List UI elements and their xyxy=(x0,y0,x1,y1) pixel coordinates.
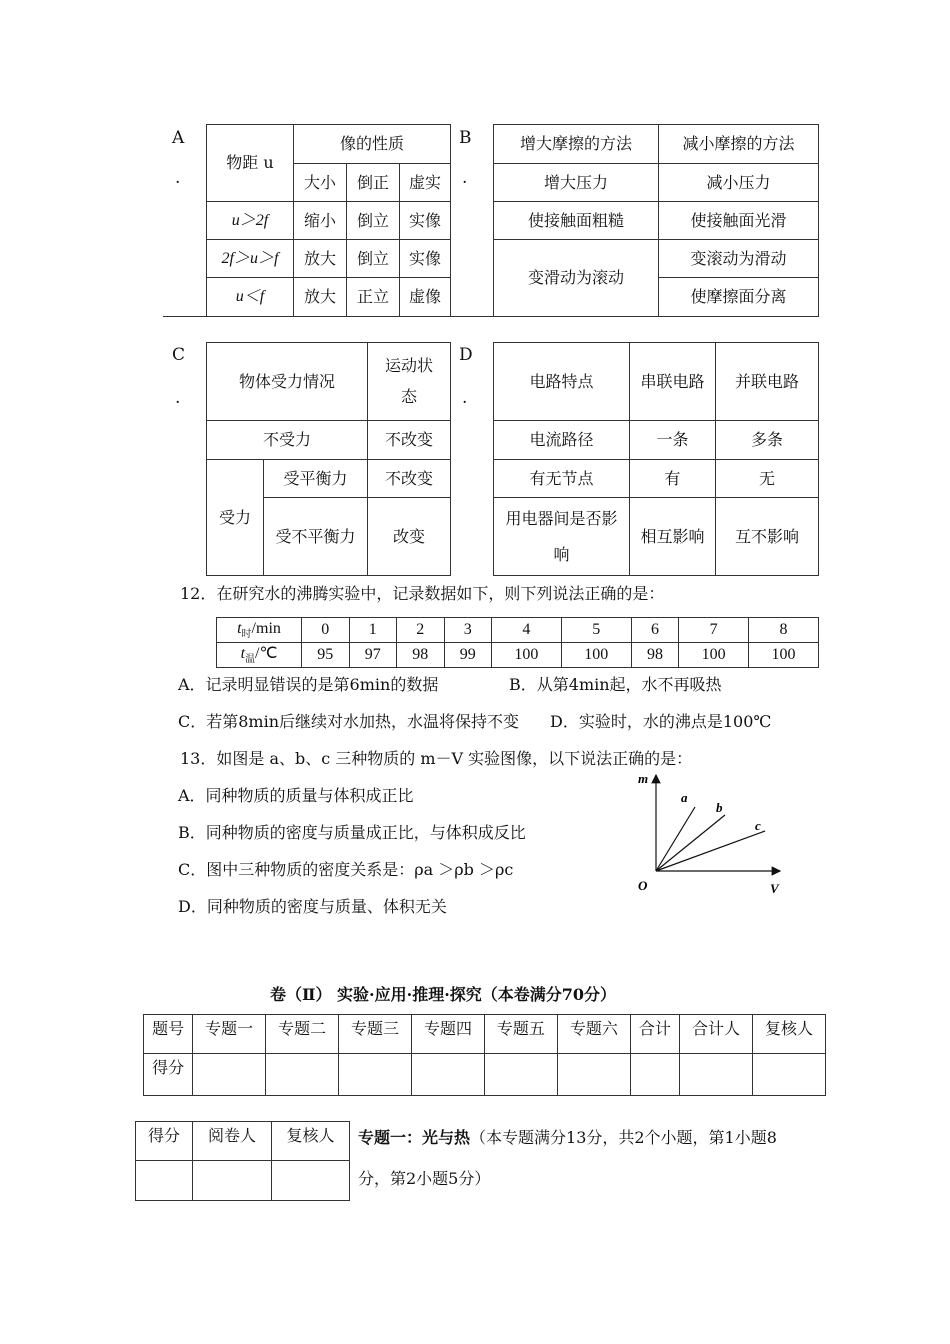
header-decrease-friction: 减小摩擦的方法 xyxy=(659,125,819,164)
q13-option-d: D．同种物质的密度与质量、体积无关 xyxy=(178,897,447,916)
grader-entry-cell[interactable] xyxy=(193,1161,272,1201)
score-summary-table xyxy=(143,1014,826,1096)
time-cell: 7 xyxy=(679,618,749,643)
score-entry-cell[interactable] xyxy=(266,1054,339,1096)
q12-option-b: B．从第4min起，水不再吸热 xyxy=(509,675,722,694)
grader-header-cell: 得分 xyxy=(136,1122,193,1161)
header-object-distance: 物距 u xyxy=(207,125,294,202)
line-b-label: b xyxy=(716,800,723,815)
option-b-letter: B xyxy=(459,128,472,148)
friction-table xyxy=(493,124,819,317)
orientation-cell: 倒立 xyxy=(347,202,400,240)
score-header-cell: 题号 xyxy=(144,1015,193,1054)
increase-cell: 使接触面粗糙 xyxy=(494,202,659,240)
forced-cell: 受力 xyxy=(207,460,264,576)
divider-line xyxy=(163,316,819,317)
grader-box-table xyxy=(135,1121,350,1201)
circuit-table xyxy=(493,342,819,576)
score-header-cell: 专题三 xyxy=(339,1015,412,1054)
grader-header-cell: 阅卷人 xyxy=(193,1122,272,1161)
score-entry-cell[interactable] xyxy=(484,1054,557,1096)
q13-option-c: C．图中三种物质的密度关系是：ρa ＞ρb ＞ρc xyxy=(178,860,514,879)
option-a-letter: A xyxy=(172,128,185,148)
part2-title: 卷（Ⅱ） 实验·应用·推理·探究（本卷满分70分） xyxy=(270,985,617,1004)
q12-option-c: C．若第8min后继续对水加热，水温将保持不变 xyxy=(178,712,520,731)
temp-cell: 100 xyxy=(749,643,819,668)
decrease-cell: 减小压力 xyxy=(659,164,819,202)
orientation-cell: 正立 xyxy=(347,278,400,317)
time-cell: 1 xyxy=(349,618,397,643)
feature-cell: 电流路径 xyxy=(494,421,630,460)
score-header-cell: 合计人 xyxy=(680,1015,753,1054)
score-row-label: 得分 xyxy=(144,1054,193,1096)
decrease-cell: 变滚动为滑动 xyxy=(659,240,819,278)
grader-entry-cell[interactable] xyxy=(136,1161,193,1201)
temp-cell: 95 xyxy=(302,643,350,668)
time-cell: 5 xyxy=(561,618,631,643)
temp-cell: 98 xyxy=(397,643,445,668)
boiling-data-table xyxy=(216,617,819,668)
option-a-dot: . xyxy=(175,168,181,188)
feature-cell: 有无节点 xyxy=(494,460,630,498)
force-cell: 受不平衡力 xyxy=(264,498,368,576)
m-axis-label: m xyxy=(638,771,649,786)
topic1-desc-cont: 分，第2小题5分） xyxy=(358,1169,491,1188)
header-real-virtual: 虚实 xyxy=(400,164,451,202)
real-virtual-cell: 虚像 xyxy=(400,278,451,317)
score-header-cell: 合计 xyxy=(630,1015,679,1054)
option-c-letter: C xyxy=(172,345,186,365)
score-entry-cell[interactable] xyxy=(752,1054,825,1096)
time-cell: 3 xyxy=(444,618,492,643)
decrease-cell: 使摩擦面分离 xyxy=(659,278,819,317)
size-cell: 缩小 xyxy=(294,202,347,240)
orientation-cell: 倒立 xyxy=(347,240,400,278)
feature-cell: 用电器间是否影 响 xyxy=(494,498,630,576)
series-cell: 一条 xyxy=(630,421,716,460)
parallel-cell: 互不影响 xyxy=(716,498,819,576)
score-entry-cell[interactable] xyxy=(630,1054,679,1096)
header-parallel: 并联电路 xyxy=(716,343,819,421)
cond-cell: u＞2f xyxy=(207,202,294,240)
option-c-dot: . xyxy=(175,388,181,408)
score-entry-cell[interactable] xyxy=(412,1054,485,1096)
option-d-dot: . xyxy=(462,388,468,408)
q12-option-a: A．记录明显错误的是第6min的数据 xyxy=(178,675,439,694)
option-d-letter: D xyxy=(459,345,473,365)
temp-cell: 99 xyxy=(444,643,492,668)
line-a xyxy=(656,807,695,871)
header-force: 物体受力情况 xyxy=(207,343,368,421)
cond-cell: u＜f xyxy=(207,278,294,317)
score-entry-cell[interactable] xyxy=(193,1054,266,1096)
topic1-desc: （本专题满分13分，共2个小题，第1小题8 xyxy=(470,1128,777,1147)
decrease-cell: 使接触面光滑 xyxy=(659,202,819,240)
temp-cell: 100 xyxy=(561,643,631,668)
motion-cell: 不改变 xyxy=(368,460,451,498)
grader-header-cell: 复核人 xyxy=(272,1122,350,1161)
increase-cell: 变滑动为滚动 xyxy=(494,240,659,317)
header-motion-state: 运动状 态 xyxy=(368,343,451,421)
q12-stem: 12．在研究水的沸腾实验中，记录数据如下，则下列说法正确的是： xyxy=(180,584,665,603)
time-cell: 4 xyxy=(492,618,562,643)
header-circuit-feature: 电路特点 xyxy=(494,343,630,421)
temp-cell: 100 xyxy=(679,643,749,668)
topic1-title: 专题一：光与热 xyxy=(358,1128,471,1147)
parallel-cell: 多条 xyxy=(716,421,819,460)
score-header-cell: 专题二 xyxy=(266,1015,339,1054)
series-cell: 有 xyxy=(630,460,716,498)
size-cell: 放大 xyxy=(294,240,347,278)
v-axis-label: V xyxy=(770,881,779,896)
force-motion-table xyxy=(206,342,451,576)
real-virtual-cell: 实像 xyxy=(400,202,451,240)
line-c xyxy=(656,831,765,871)
motion-cell: 不改变 xyxy=(368,421,451,460)
score-entry-cell[interactable] xyxy=(680,1054,753,1096)
q13-option-b: B．同种物质的密度与质量成正比，与体积成反比 xyxy=(178,823,526,842)
score-entry-cell[interactable] xyxy=(557,1054,630,1096)
increase-cell: 增大压力 xyxy=(494,164,659,202)
score-header-cell: 专题一 xyxy=(193,1015,266,1054)
size-cell: 放大 xyxy=(294,278,347,317)
origin-label: O xyxy=(638,878,648,893)
grader-entry-cell[interactable] xyxy=(272,1161,350,1201)
q13-stem: 13．如图是 a、b、c 三种物质的 m－V 实验图像，以下说法正确的是： xyxy=(180,749,693,768)
header-image-nature: 像的性质 xyxy=(294,125,451,164)
time-cell: 2 xyxy=(397,618,445,643)
cond-cell: 2f＞u＞f xyxy=(207,240,294,278)
score-header-cell: 专题四 xyxy=(412,1015,485,1054)
time-cell: 6 xyxy=(631,618,679,643)
time-row-label: $t_时/\min$ xyxy=(217,618,302,643)
q13-option-a: A．同种物质的质量与体积成正比 xyxy=(178,786,414,805)
temp-cell: 97 xyxy=(349,643,397,668)
line-b xyxy=(656,815,725,871)
lens-image-table xyxy=(206,124,451,317)
topic1-heading xyxy=(358,1125,777,1148)
option-b-dot: . xyxy=(462,168,468,188)
force-cell: 不受力 xyxy=(207,421,368,460)
temp-cell: 98 xyxy=(631,643,679,668)
score-header-cell: 专题五 xyxy=(484,1015,557,1054)
motion-cell: 改变 xyxy=(368,498,451,576)
m-v-graph xyxy=(630,765,790,900)
temp-cell: 100 xyxy=(492,643,562,668)
score-entry-cell[interactable] xyxy=(339,1054,412,1096)
header-series: 串联电路 xyxy=(630,343,716,421)
q12-option-d: D．实验时，水的沸点是100℃ xyxy=(550,712,772,731)
series-cell: 相互影响 xyxy=(630,498,716,576)
time-cell: 0 xyxy=(302,618,350,643)
header-orientation: 倒正 xyxy=(347,164,400,202)
real-virtual-cell: 实像 xyxy=(400,240,451,278)
parallel-cell: 无 xyxy=(716,460,819,498)
score-header-cell: 专题六 xyxy=(557,1015,630,1054)
header-increase-friction: 增大摩擦的方法 xyxy=(494,125,659,164)
temp-row-label: $t_温/℃$ xyxy=(217,643,302,668)
header-size: 大小 xyxy=(294,164,347,202)
line-a-label: a xyxy=(681,790,688,805)
time-cell: 8 xyxy=(749,618,819,643)
line-c-label: c xyxy=(755,818,761,833)
score-header-cell: 复核人 xyxy=(752,1015,825,1054)
force-cell: 受平衡力 xyxy=(264,460,368,498)
